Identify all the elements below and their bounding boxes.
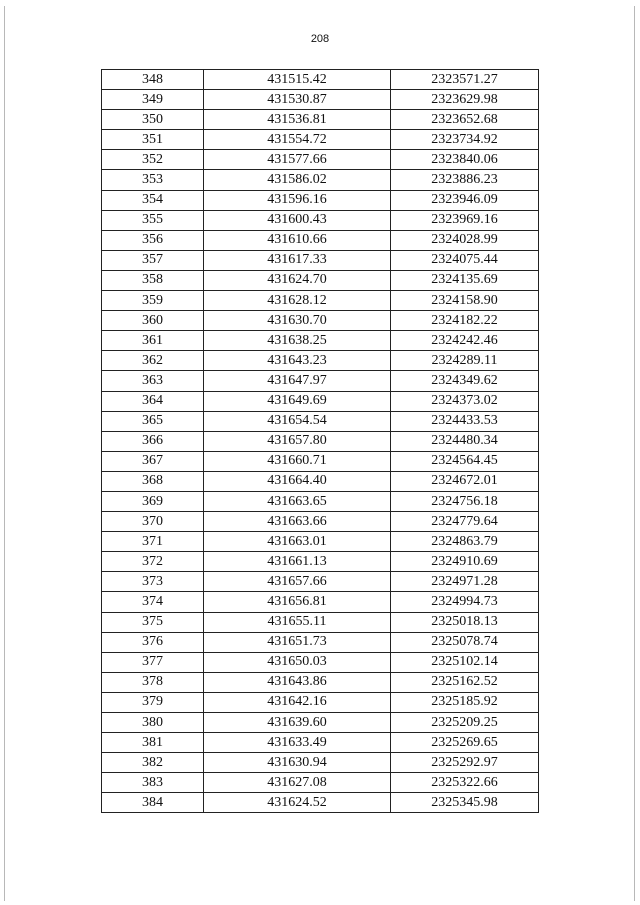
y-coordinate-cell: 2325078.74 xyxy=(391,632,539,652)
y-coordinate-cell: 2325162.52 xyxy=(391,672,539,692)
table-row xyxy=(102,291,539,311)
y-coordinate-cell: 2325102.14 xyxy=(391,652,539,672)
scan-edge-left xyxy=(4,6,5,901)
x-coordinate-cell: 431657.80 xyxy=(204,431,391,451)
x-coordinate-cell: 431649.69 xyxy=(204,391,391,411)
x-coordinate-cell: 431661.13 xyxy=(204,552,391,572)
x-coordinate-cell: 431663.65 xyxy=(204,491,391,511)
table-row xyxy=(102,552,539,572)
x-coordinate-cell: 431536.81 xyxy=(204,110,391,130)
x-coordinate-cell: 431617.33 xyxy=(204,250,391,270)
point-number-cell: 381 xyxy=(102,733,204,753)
y-coordinate-cell: 2324158.90 xyxy=(391,291,539,311)
table-row xyxy=(102,351,539,371)
table-row xyxy=(102,692,539,712)
y-coordinate-cell: 2324564.45 xyxy=(391,451,539,471)
x-coordinate-cell: 431530.87 xyxy=(204,90,391,110)
x-coordinate-cell: 431638.25 xyxy=(204,331,391,351)
table-row xyxy=(102,713,539,733)
table-row xyxy=(102,491,539,511)
y-coordinate-cell: 2324994.73 xyxy=(391,592,539,612)
x-coordinate-cell: 431650.03 xyxy=(204,652,391,672)
point-number-cell: 377 xyxy=(102,652,204,672)
y-coordinate-cell: 2324182.22 xyxy=(391,311,539,331)
x-coordinate-cell: 431630.70 xyxy=(204,311,391,331)
point-number-cell: 357 xyxy=(102,250,204,270)
page-number: 208 xyxy=(310,33,330,45)
scan-edge-right xyxy=(634,6,635,901)
table-row xyxy=(102,130,539,150)
table-row xyxy=(102,190,539,210)
table-row xyxy=(102,70,539,90)
point-number-cell: 363 xyxy=(102,371,204,391)
table-row xyxy=(102,391,539,411)
point-number-cell: 380 xyxy=(102,713,204,733)
y-coordinate-cell: 2325018.13 xyxy=(391,612,539,632)
x-coordinate-cell: 431515.42 xyxy=(204,70,391,90)
y-coordinate-cell: 2324289.11 xyxy=(391,351,539,371)
y-coordinate-cell: 2324672.01 xyxy=(391,471,539,491)
x-coordinate-cell: 431643.23 xyxy=(204,351,391,371)
table-row xyxy=(102,753,539,773)
y-coordinate-cell: 2324756.18 xyxy=(391,491,539,511)
table-row xyxy=(102,371,539,391)
table-row xyxy=(102,90,539,110)
point-number-cell: 364 xyxy=(102,391,204,411)
table-row xyxy=(102,431,539,451)
table-row xyxy=(102,210,539,230)
table-row xyxy=(102,110,539,130)
x-coordinate-cell: 431610.66 xyxy=(204,230,391,250)
x-coordinate-cell: 431633.49 xyxy=(204,733,391,753)
table-row xyxy=(102,773,539,793)
y-coordinate-cell: 2324373.02 xyxy=(391,391,539,411)
y-coordinate-cell: 2324910.69 xyxy=(391,552,539,572)
table-row xyxy=(102,311,539,331)
x-coordinate-cell: 431656.81 xyxy=(204,592,391,612)
x-coordinate-cell: 431630.94 xyxy=(204,753,391,773)
x-coordinate-cell: 431624.70 xyxy=(204,270,391,290)
coordinates-table xyxy=(101,69,539,813)
table-row xyxy=(102,150,539,170)
x-coordinate-cell: 431639.60 xyxy=(204,713,391,733)
table-row xyxy=(102,170,539,190)
point-number-cell: 349 xyxy=(102,90,204,110)
point-number-cell: 351 xyxy=(102,130,204,150)
table-row xyxy=(102,652,539,672)
table-row xyxy=(102,512,539,532)
y-coordinate-cell: 2323734.92 xyxy=(391,130,539,150)
y-coordinate-cell: 2323652.68 xyxy=(391,110,539,130)
y-coordinate-cell: 2324349.62 xyxy=(391,371,539,391)
y-coordinate-cell: 2324242.46 xyxy=(391,331,539,351)
y-coordinate-cell: 2324779.64 xyxy=(391,512,539,532)
x-coordinate-cell: 431628.12 xyxy=(204,291,391,311)
point-number-cell: 371 xyxy=(102,532,204,552)
x-coordinate-cell: 431586.02 xyxy=(204,170,391,190)
x-coordinate-cell: 431577.66 xyxy=(204,150,391,170)
point-number-cell: 355 xyxy=(102,210,204,230)
table-row xyxy=(102,733,539,753)
x-coordinate-cell: 431600.43 xyxy=(204,210,391,230)
y-coordinate-cell: 2324480.34 xyxy=(391,431,539,451)
point-number-cell: 374 xyxy=(102,592,204,612)
x-coordinate-cell: 431647.97 xyxy=(204,371,391,391)
point-number-cell: 373 xyxy=(102,572,204,592)
y-coordinate-cell: 2325292.97 xyxy=(391,753,539,773)
x-coordinate-cell: 431655.11 xyxy=(204,612,391,632)
y-coordinate-cell: 2323969.16 xyxy=(391,210,539,230)
point-number-cell: 362 xyxy=(102,351,204,371)
x-coordinate-cell: 431657.66 xyxy=(204,572,391,592)
point-number-cell: 361 xyxy=(102,331,204,351)
point-number-cell: 366 xyxy=(102,431,204,451)
point-number-cell: 359 xyxy=(102,291,204,311)
x-coordinate-cell: 431642.16 xyxy=(204,692,391,712)
point-number-cell: 350 xyxy=(102,110,204,130)
y-coordinate-cell: 2325209.25 xyxy=(391,713,539,733)
point-number-cell: 365 xyxy=(102,411,204,431)
point-number-cell: 368 xyxy=(102,471,204,491)
table-row xyxy=(102,793,539,813)
point-number-cell: 379 xyxy=(102,692,204,712)
y-coordinate-cell: 2325345.98 xyxy=(391,793,539,813)
x-coordinate-cell: 431664.40 xyxy=(204,471,391,491)
point-number-cell: 358 xyxy=(102,270,204,290)
y-coordinate-cell: 2325322.66 xyxy=(391,773,539,793)
y-coordinate-cell: 2323571.27 xyxy=(391,70,539,90)
point-number-cell: 370 xyxy=(102,512,204,532)
point-number-cell: 356 xyxy=(102,230,204,250)
table-row xyxy=(102,592,539,612)
point-number-cell: 378 xyxy=(102,672,204,692)
y-coordinate-cell: 2325269.65 xyxy=(391,733,539,753)
x-coordinate-cell: 431596.16 xyxy=(204,190,391,210)
x-coordinate-cell: 431663.01 xyxy=(204,532,391,552)
table-row xyxy=(102,632,539,652)
table-row xyxy=(102,331,539,351)
coordinates-table-body xyxy=(102,70,539,813)
table-row xyxy=(102,451,539,471)
table-row xyxy=(102,411,539,431)
x-coordinate-cell: 431643.86 xyxy=(204,672,391,692)
x-coordinate-cell: 431627.08 xyxy=(204,773,391,793)
table-row xyxy=(102,612,539,632)
point-number-cell: 360 xyxy=(102,311,204,331)
table-row xyxy=(102,471,539,491)
point-number-cell: 348 xyxy=(102,70,204,90)
x-coordinate-cell: 431663.66 xyxy=(204,512,391,532)
y-coordinate-cell: 2324971.28 xyxy=(391,572,539,592)
point-number-cell: 353 xyxy=(102,170,204,190)
table-row xyxy=(102,672,539,692)
y-coordinate-cell: 2323886.23 xyxy=(391,170,539,190)
point-number-cell: 372 xyxy=(102,552,204,572)
y-coordinate-cell: 2325185.92 xyxy=(391,692,539,712)
y-coordinate-cell: 2323629.98 xyxy=(391,90,539,110)
y-coordinate-cell: 2324135.69 xyxy=(391,270,539,290)
x-coordinate-cell: 431651.73 xyxy=(204,632,391,652)
table-row xyxy=(102,572,539,592)
table-row xyxy=(102,250,539,270)
y-coordinate-cell: 2323946.09 xyxy=(391,190,539,210)
y-coordinate-cell: 2324863.79 xyxy=(391,532,539,552)
point-number-cell: 382 xyxy=(102,753,204,773)
x-coordinate-cell: 431554.72 xyxy=(204,130,391,150)
point-number-cell: 367 xyxy=(102,451,204,471)
point-number-cell: 376 xyxy=(102,632,204,652)
y-coordinate-cell: 2324075.44 xyxy=(391,250,539,270)
point-number-cell: 352 xyxy=(102,150,204,170)
x-coordinate-cell: 431624.52 xyxy=(204,793,391,813)
y-coordinate-cell: 2324028.99 xyxy=(391,230,539,250)
x-coordinate-cell: 431654.54 xyxy=(204,411,391,431)
y-coordinate-cell: 2323840.06 xyxy=(391,150,539,170)
point-number-cell: 384 xyxy=(102,793,204,813)
point-number-cell: 369 xyxy=(102,491,204,511)
point-number-cell: 383 xyxy=(102,773,204,793)
point-number-cell: 354 xyxy=(102,190,204,210)
table-row xyxy=(102,270,539,290)
point-number-cell: 375 xyxy=(102,612,204,632)
x-coordinate-cell: 431660.71 xyxy=(204,451,391,471)
y-coordinate-cell: 2324433.53 xyxy=(391,411,539,431)
table-row xyxy=(102,230,539,250)
table-row xyxy=(102,532,539,552)
